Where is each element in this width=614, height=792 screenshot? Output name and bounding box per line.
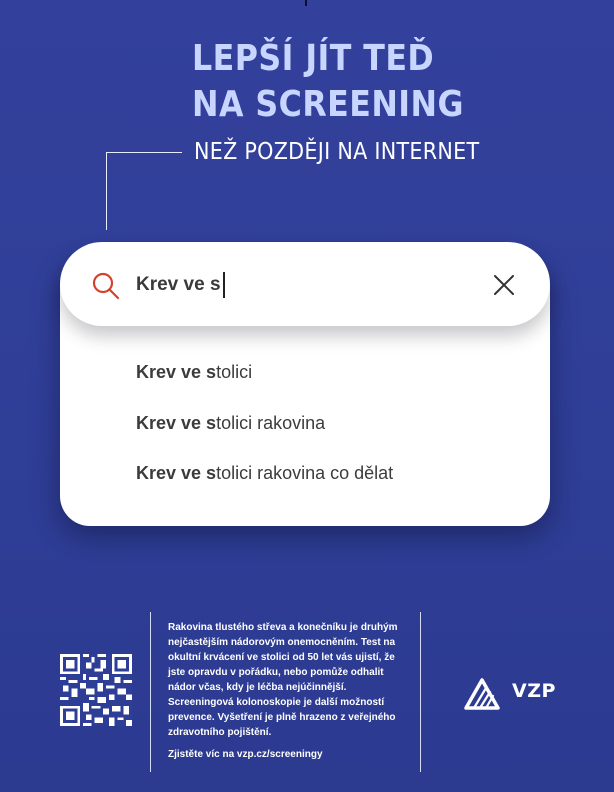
suggestion-typed: Krev ve s [136,413,217,433]
suggestion-completion: tolici rakovina co dělat [216,463,394,483]
footer-divider-right [420,612,421,772]
text-caret [223,272,225,298]
suggestion-typed: Krev ve s [136,362,217,382]
vzp-logo-text: VZP [512,680,556,702]
search-input[interactable] [136,271,225,299]
footer-body-text: Rakovina tlustého střeva a konečníku je druhým nejčastějším nádorovým onemocněním. Test na okultní krvácení ve stolici od 50 let vás ujistí, že jste opravdu v pořádku, nebo pomůže odhalit nádor včas, kdy je léčba nejúčinnější. Screeningová kolonoskopie je další možností prevence. Vyšetření je plně hrazeno z veřejného zdravotního pojištění. [168,622,398,738]
suggestion-typed: Krev ve s [136,463,217,483]
search-suggestion[interactable] [136,413,325,434]
footer-divider-left [150,612,151,772]
search-suggestion[interactable] [136,463,393,484]
search-suggestion[interactable] [136,362,252,383]
headline-line-1: LEPŠÍ JÍT TEĎ [192,38,435,79]
footer-cta-link[interactable]: Zjistěte víc na vzp.cz/screeningy [168,749,323,760]
search-icon [92,272,120,300]
headline-line-2: NA SCREENING [192,84,464,125]
subheadline: NEŽ POZDĚJI NA INTERNET [194,139,480,165]
search-query: Krev ve s [136,274,221,295]
search-bar[interactable] [60,242,550,326]
close-icon[interactable] [492,273,516,297]
suggestion-completion: tolici [216,362,253,382]
connector-line-vertical [106,152,107,230]
top-tick-mark [305,0,307,6]
suggestion-completion: tolici rakovina [216,413,326,433]
connector-line-horizontal [106,152,182,153]
qr-code-icon[interactable] [60,654,132,726]
headline [192,36,464,128]
